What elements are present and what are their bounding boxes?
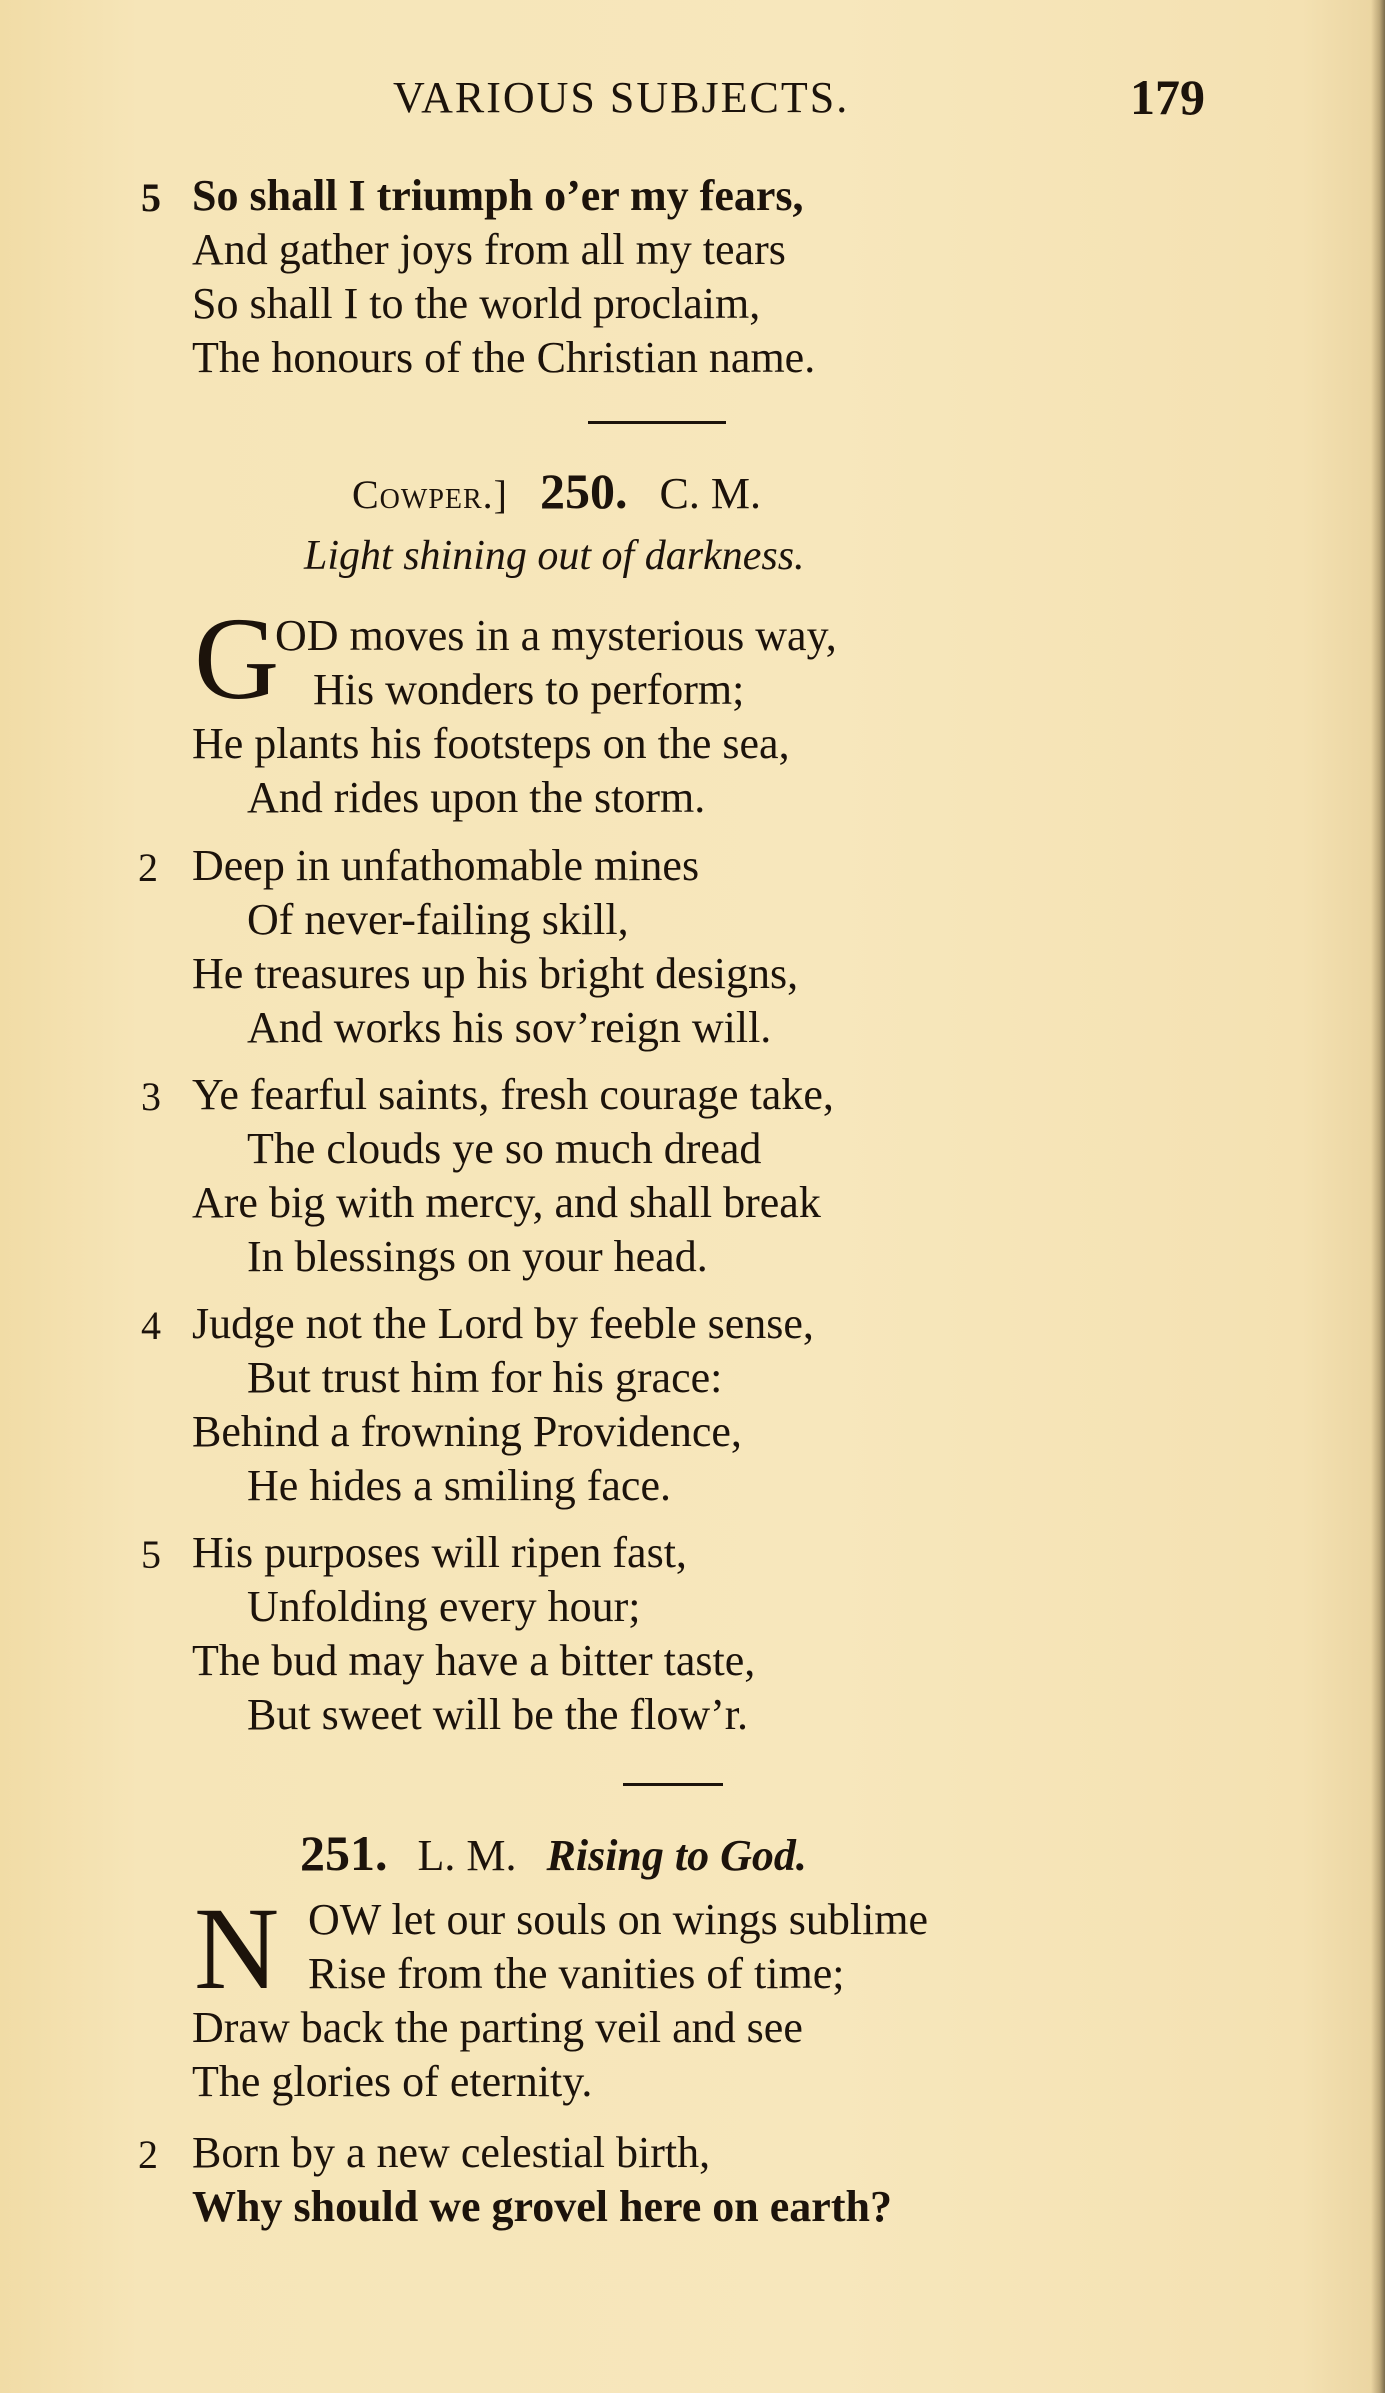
verse-line: He treasures up his bright designs, [192,949,799,998]
stanza-number: 5 [141,1532,161,1577]
verse-line: Unfolding every hour; [247,1582,641,1631]
stanza-number: 2 [138,845,158,890]
hymn-number: 250. [540,463,628,519]
hymn-meter: L. M. [417,1831,517,1880]
hymn-number: 251. [300,1825,388,1881]
hymn-250-header [352,463,761,519]
stanza-number: 4 [141,1303,161,1348]
stanza-number: 2 [138,2132,158,2177]
hymn-author: Cowper.] [352,472,508,517]
hymn-meter: C. M. [659,469,761,518]
section-divider [623,1783,723,1786]
verse-line: Of never-failing skill, [247,895,629,944]
verse-line: Born by a new celestial birth, [192,2128,711,2177]
verse-line: Draw back the parting veil and see [192,2003,803,2052]
verse-line: Judge not the Lord by feeble sense, [192,1299,814,1348]
verse-line: So shall I to the world proclaim, [192,279,761,328]
verse-line: His purposes will ripen fast, [192,1528,687,1577]
verse-line: In blessings on your head. [247,1232,708,1281]
drop-cap: G [194,593,280,724]
verse-line: The glories of eternity. [192,2057,593,2106]
verse-line: But trust him for his grace: [247,1353,723,1402]
verse-line: And works his sov’reign will. [247,1003,772,1052]
stanza-number: 5 [141,175,161,220]
verse-line: Deep in unfathomable mines [192,841,700,890]
running-head-title: VARIOUS SUBJECTS. [393,73,850,122]
verse-line: Ye fearful saints, fresh courage take, [192,1070,834,1119]
verse-line: He hides a smiling face. [247,1461,671,1510]
verse-line: The bud may have a bitter taste, [192,1636,756,1685]
verse-line: Why should we grovel here on earth? [192,2182,892,2231]
verse-line: OD moves in a mysterious way, [275,611,837,660]
verse-line: Behind a frowning Providence, [192,1407,742,1456]
verse-line: The honours of the Christian name. [192,333,816,382]
hymn-title: Light shining out of darkness. [304,533,805,579]
verse-line: He plants his footsteps on the sea, [192,719,790,768]
verse-line: The clouds ye so much dread [247,1124,762,1173]
drop-cap: N [194,1883,280,2014]
section-divider [588,421,726,424]
hymn-251-header [300,1825,807,1881]
stanza-number: 3 [141,1074,161,1119]
page-edge-shadow [1371,0,1385,2393]
verse-line: Rise from the vanities of time; [308,1949,845,1998]
verse-line: And rides upon the storm. [247,773,706,822]
verse-line: But sweet will be the flow’r. [247,1690,749,1739]
page-number: 179 [1130,69,1205,125]
running-head [0,69,1385,132]
verse-line: So shall I triumph o’er my fears, [192,171,804,220]
hymn-title: Rising to God. [546,1831,807,1880]
verse-line: His wonders to perform; [313,665,745,714]
verse-line: And gather joys from all my tears [192,225,786,274]
verse-line: OW let our souls on wings sublime [308,1895,929,1944]
verse-line: Are big with mercy, and shall break [192,1178,821,1227]
